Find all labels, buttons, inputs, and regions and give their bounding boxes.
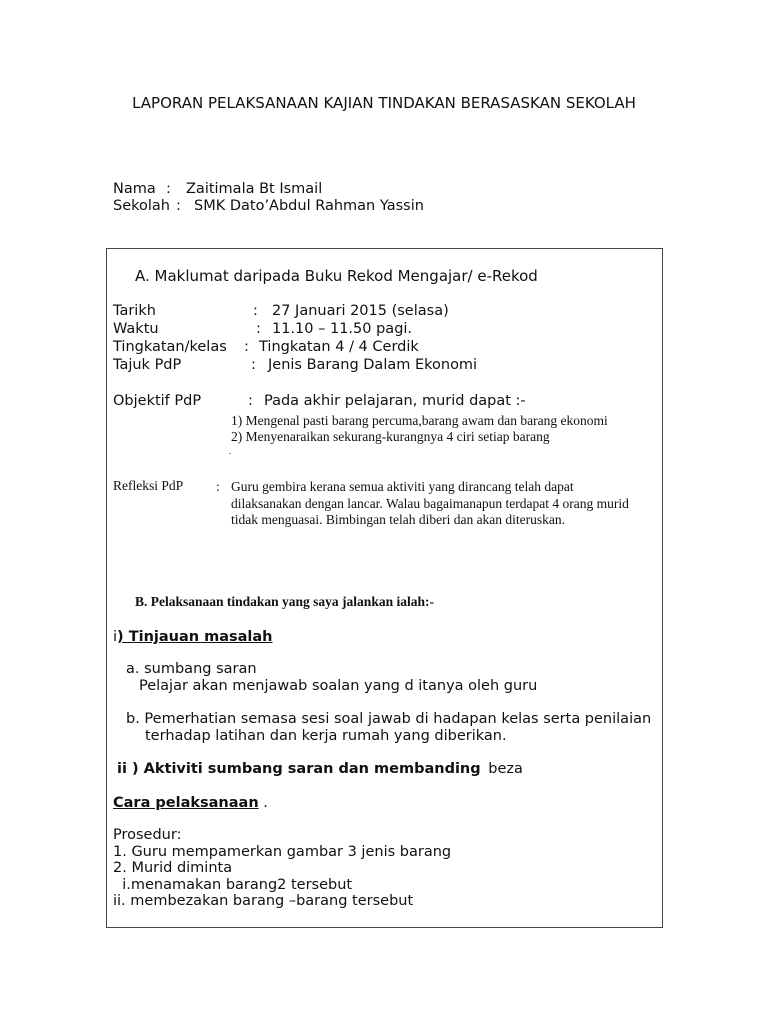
aktiviti-tail: beza [488, 761, 523, 777]
prosedur-line-2: 2. Murid diminta [113, 860, 233, 876]
refleksi-line-3: tidak menguasai. Bimbingan telah diberi dan akan diteruskan. [231, 512, 566, 527]
sekolah-value: SMK Dato’Abdul Rahman Yassin [194, 198, 424, 214]
cara-tail: . [263, 795, 268, 811]
sekolah-label: Sekolah [113, 198, 170, 214]
objektif-colon: : [248, 393, 253, 409]
field-colon-waktu: : [256, 321, 261, 337]
field-value-tarikh: 27 Januari 2015 (selasa) [272, 303, 449, 319]
nama-colon: : [166, 181, 171, 197]
objektif-item-1: 1) Mengenal pasti barang percuma,barang awam dan barang ekonomi [231, 413, 608, 428]
tinjauan-prefix: i [113, 629, 118, 645]
field-label-tarikh: Tarikh [113, 303, 156, 319]
refleksi-colon: : [216, 479, 220, 494]
field-label-tingkatan: Tingkatan/kelas [113, 339, 227, 355]
prosedur-line-3: i.menamakan barang2 tersebut [113, 877, 353, 893]
refleksi-line-2: dilaksanakan dengan lancar. Walau bagaimanapun terdapat 4 orang murid [231, 496, 629, 511]
stray-dot: . [229, 446, 232, 456]
field-value-tajuk: Jenis Barang Dalam Ekonomi [268, 357, 478, 373]
prosedur-line-1: 1. Guru mempamerkan gambar 3 jenis barang [113, 844, 452, 860]
field-colon-tarikh: : [253, 303, 258, 319]
nama-label: Nama [113, 181, 156, 197]
page-title: LAPORAN PELAKSANAAN KAJIAN TINDAKAN BERASASKAN SEKOLAH [132, 94, 636, 112]
objektif-item-2: 2) Menyenaraikan sekurang-kurangnya 4 ciri setiap barang [231, 429, 550, 444]
refleksi-label: Refleksi PdP [113, 478, 184, 493]
objektif-label: Objektif PdP [113, 393, 202, 409]
objektif-value: Pada akhir pelajaran, murid dapat :- [264, 393, 526, 409]
aktiviti-heading [117, 761, 523, 777]
item-a-desc: Pelajar akan menjawab soalan yang d itanya oleh guru [139, 678, 538, 694]
aktiviti-title: ii ) Aktiviti sumbang saran dan membanding [117, 761, 481, 777]
field-value-tingkatan: Tingkatan 4 / 4 Cerdik [259, 339, 419, 355]
prosedur-line-4: ii. membezakan barang –barang tersebut [113, 893, 414, 909]
item-b-title: b. Pemerhatian semasa sesi soal jawab di hadapan kelas serta penilaian [126, 711, 652, 727]
item-a-title: a. sumbang saran [126, 661, 257, 677]
section-a-heading: A. Maklumat daripada Buku Rekod Mengajar/ e-Rekod [135, 267, 538, 285]
field-colon-tajuk: : [251, 357, 256, 373]
sekolah-colon: : [176, 198, 181, 214]
prosedur-label: Prosedur: [113, 827, 182, 843]
field-colon-tingkatan: : [244, 339, 249, 355]
section-b-heading: B. Pelaksanaan tindakan yang saya jalankan ialah:- [135, 594, 434, 609]
cara-title: Cara pelaksanaan [113, 795, 259, 811]
nama-value: Zaitimala Bt Ismail [186, 181, 323, 197]
tinjauan-title: ) Tinjauan masalah [117, 629, 273, 645]
field-label-tajuk: Tajuk PdP [113, 357, 182, 373]
tinjauan-heading [113, 629, 273, 645]
field-value-waktu: 11.10 – 11.50 pagi. [272, 321, 413, 337]
cara-heading [113, 795, 268, 811]
field-label-waktu: Waktu [113, 321, 159, 337]
item-b-desc: terhadap latihan dan kerja rumah yang diberikan. [145, 728, 507, 744]
refleksi-line-1: Guru gembira kerana semua aktiviti yang dirancang telah dapat [231, 479, 574, 494]
